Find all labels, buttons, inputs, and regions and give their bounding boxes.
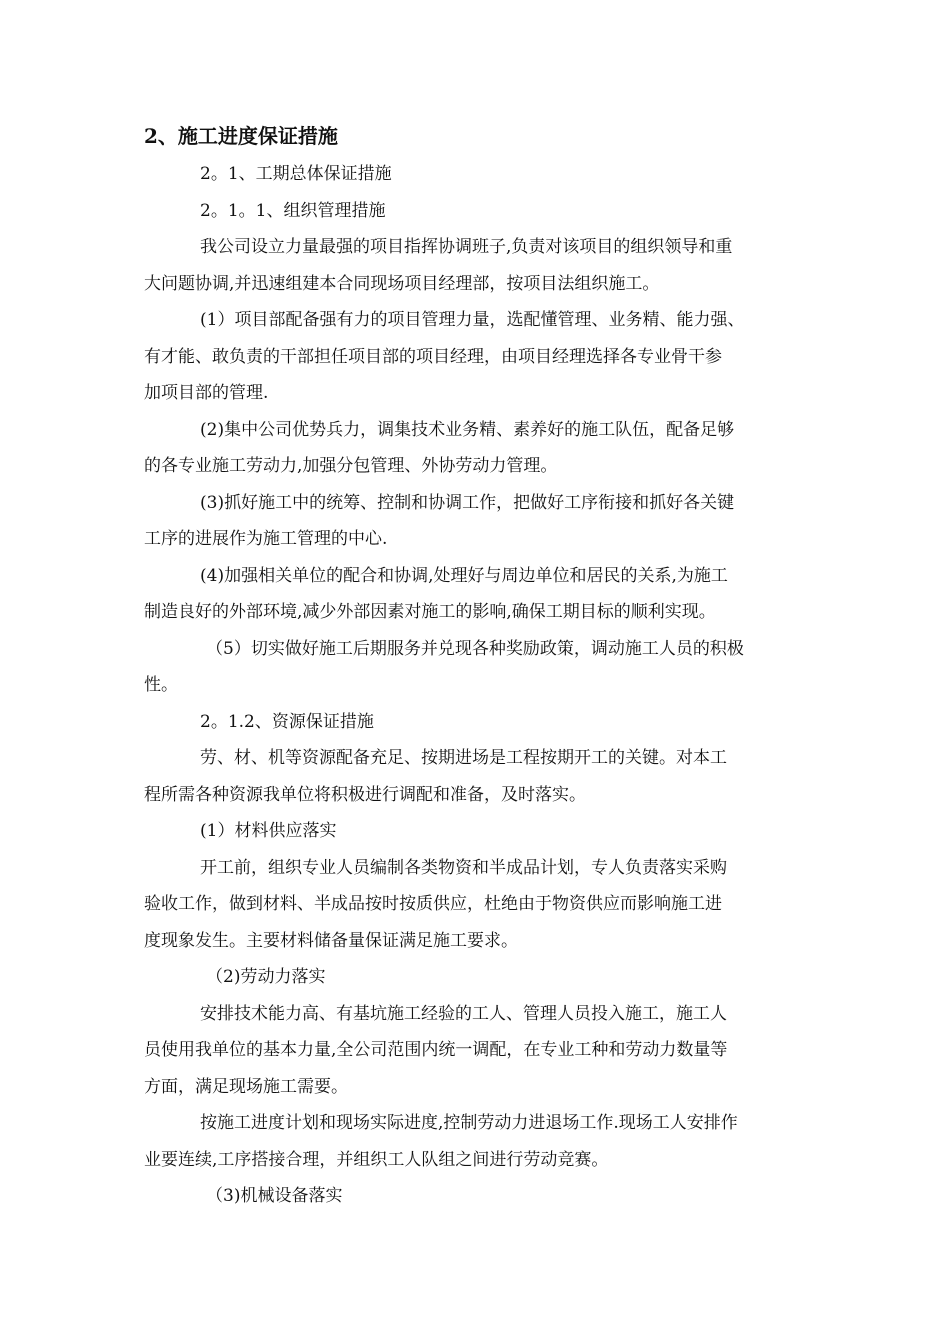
paragraph-line: (1）项目部配备强有力的项目管理力量，选配懂管理、业务精、能力强、 [200,310,745,330]
paragraph-line: 验收工作，做到材料、半成品按时按质供应，杜绝由于物资供应而影响施工进 [144,894,722,914]
paragraph-line: 安排技术能力高、有基坑施工经验的工人、管理人员投入施工，施工人 [200,1003,727,1024]
paragraph-line: 按施工进度计划和现场实际进度,控制劳动力进退场工作.现场工人安排作 [200,1113,738,1133]
paragraph-line: 开工前，组织专业人员编制各类物资和半成品计划，专人负责落实采购 [200,857,727,878]
paragraph-line: 加项目部的管理. [144,383,269,403]
paragraph-line: 我公司设立力量最强的项目指挥协调班子,负责对该项目的组织领导和重 [200,237,733,257]
paragraph-line: 业要连续,工序搭接合理，并组织工人队组之间进行劳动竞赛。 [144,1149,609,1170]
section-heading: 2、施工进度保证措施 [144,124,338,148]
paragraph-line: 度现象发生。主要材料储备量保证满足施工要求。 [144,930,518,951]
list-item-heading: （3)机械设备落实 [206,1186,343,1206]
document-body [144,118,824,1215]
list-item-heading: (1）材料供应落实 [200,821,337,841]
paragraph-line: 的各专业施工劳动力,加强分包管理、外协劳动力管理。 [144,456,558,476]
subsection-heading-2-1: 2。1、工期总体保证措施 [200,164,392,184]
paragraph-line: 制造良好的外部环境,减少外部因素对施工的影响,确保工期目标的顺利实现。 [144,602,716,622]
paragraph-line: 程所需各种资源我单位将积极进行调配和准备，及时落实。 [144,784,586,805]
paragraph-line: （5）切实做好施工后期服务并兑现各种奖励政策，调动施工人员的积极 [206,638,744,659]
list-item-heading: （2)劳动力落实 [206,967,326,987]
paragraph-line: 性。 [144,675,178,695]
paragraph-line: (3)抓好施工中的统筹、控制和协调工作，把做好工序衔接和抓好各关键 [200,492,735,513]
paragraph-line: (4)加强相关单位的配合和协调,处理好与周边单位和居民的关系,为施工 [200,565,728,586]
paragraph-line: (2)集中公司优势兵力，调集技术业务精、素养好的施工队伍，配备足够 [200,419,735,440]
subsection-heading-2-1-2: 2。1.2、资源保证措施 [200,711,374,732]
paragraph-line: 大问题协调,并迅速组建本合同现场项目经理部，按项目法组织施工。 [144,273,660,294]
paragraph-line: 员使用我单位的基本力量,全公司范围内统一调配，在专业工种和劳动力数量等 [144,1040,728,1060]
paragraph-line: 方面，满足现场施工需要。 [144,1076,348,1097]
paragraph-line: 有才能、敢负责的干部担任项目部的项目经理，由项目经理选择各专业骨干参 [144,346,722,367]
paragraph-line: 工序的进展作为施工管理的中心. [144,529,388,549]
subsection-heading-2-1-1: 2。1。1、组织管理措施 [200,200,386,221]
paragraph-line: 劳、材、机等资源配备充足、按期进场是工程按期开工的关键。对本工 [200,748,727,768]
